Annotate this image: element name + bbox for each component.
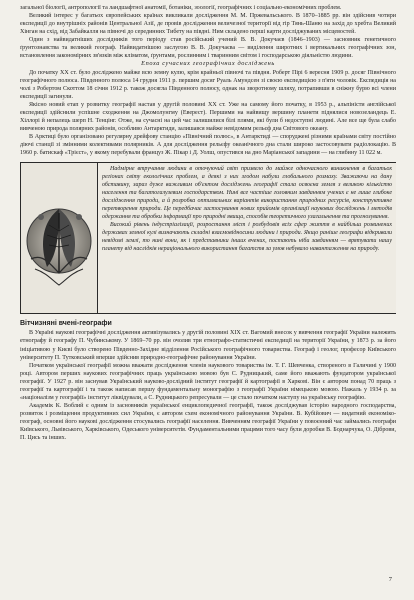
paragraph: В Україні наукові географічні дослідження активізувались у другій половині XIX ст. Вагомий внесок у вивчення географії України належить етнографу й географу П. Чубинському. У 1869–70 рр. він очолив три етнографо-статистичні експедиції на території України, у 1873 р. за його ініціативою у Києві було створено Південно-Західне відділення Російського географічного товариства. Географ і геолог, професор Київського університету П. Тутковський вперше здійснив природно-географічне районування України. — [20, 330, 396, 361]
callout-paragraph: Надмірне втручання людини в оточуючий світ призвело до майже одночасного виникнення в багатьох регіонах світу екологічних проблем, а деякі з них згодом набули глобального розмаху. Зважаючи на дану обставину, зараз дуже важливим об'єктом досліджень географії стала освоєна земля з великою кількістю населення та багатогалузевим господарством. Нині все частіше головним завданням учених є не лише глибоке дослідження природи, а й розробка оптимальних варіантів використання природних ресурсів, конструктивне перетворення природи. Це передбачає застосування нових прийомів організації наукових досліджень і методів одержання та обробки інформації про природні явища, способів теоретичного узагальнення та прогнозування. — [102, 166, 392, 221]
section-title: Вітчизняні вчені-географи — [20, 320, 112, 328]
paragraph: Якісно новий етап у розвитку географії настав у другій половині XX ст. Уже на самому його початку, в 1953 р., альпіністи англійської експедиції здійснили успішне сходження на Джомолунгму (Еверест). Першими на найвищу вершину планети піднялися новозеландець Е. Хіллорі й непалець шерп Н. Тенцінг. Отже, на сучасні на цей час залишилися білі плями, які були б недоступні людині. Але все ще була слабо вивченою природа полярних районів, особливо Антарктиди, залишався майже невідомим рельєф дна Світового океану. — [20, 102, 396, 133]
paragraph: До початку XX ст. було досліджено майже всю земну кулю, крім крайньої півночі та півдня. Роберт Пірі 6 вересня 1909 р. досяг Північного географічного полюса. Південного полюса 14 грудня 1911 р. першим досяг Руаль Амундсен зі своєю експедицією з п'яти чоловік. Експедиція на чолі з Робертом Скоттом 18 січня 1912 р. також досягла Південного полюсу, однак на зворотному шляху, потрапивши в сніжну бурю всі члени експедиції загинули. — [20, 69, 396, 101]
paragraph: Великий інтерес у багатьох європейських країнах викликали дослідження М. М. Пржевальського. В 1870–1885 рр. він здійснив чотири експедиції до внутрішніх районів Центральної Азії, де провів дослідження величезної території від гір Тянь-Шаню на захід до хребта Великий Хінган на схід, від Забайкалля на півночі до серединних Тибету на півдні. Ним складено перші карти досліджуваних місцевостей. — [20, 13, 396, 36]
paragraph: В Арктиці було організовано регулярну дрейфову станцію «Північний полюс», в Антарктиді — споруджені різними країнами світу постійно діючі станції зі змінними колективами полярників. А для дослідження рельєфу океанічного дна стали широко застосовувати радіолокацію. В 1960 р. батискаф «Трієст», у якому перебували француз Ж. Пікар і Д. Уолш, опустився на дно Маріанської западини — на глибину 11 022 м. — [20, 134, 396, 157]
paragraph: Початком української географії можна вважати дослідження членів наукового товариства ім. Т. Г. Шевченка, створеного в Галичині у 1900 році. Автором перших наукових географічних праць українською мовою був С. Рудницький, саме його вважають фундатором української географії. У 1927 р. він заснував Український науково-дослідний інститут географії й картографії в Харкові. Він є автором понад 70 праць з географії та картографії і та також написав першу фундаментальну монографію з географії України німецькою мовою. Нажаль у 1934 р. за «націоналізм у географії» інститут ліквідували, а С. Рудницького репресували — це стало початком наступу на українську географію. — [20, 362, 396, 401]
callout-box — [20, 162, 396, 314]
page-number: 7 — [388, 576, 392, 583]
leaf-emblem-icon — [21, 163, 97, 313]
paragraph: загальної біології, антропології та ландшафтної анатомії, ботаніки, зоології, географічних і соціально-економічних проблем. — [20, 5, 342, 11]
paragraph: Академік К. Воблий є одним із засновників української енциклопедичної географії, також досліджував історію народного господарства, розвиток і розміщення продуктивних сил України, є автором схем економічного районування України. В. Кубійович — видатний економіко-географ, основні його наукові дослідження стосувались географії населення. Вивченням географії України у повоєнний час займались географи Київського, Львівського, Харківського, Одеського університетів. Фундаментальними працями того часу були доробки В. Боднарчука, О. Діброви, П. Цись та інших. — [20, 402, 396, 442]
callout-paragraph: Високий рівень індустріалізації, розростання міст і розбудовія всіх сфер життя в найбільш розвинених державах земної кулі визначають складні взаємовідносини людини і природи. Якщо раніше географи відкривали невідомі землі, то нині вони, як і представники інших вчених, постають ніби завданням — врятувати нашу планету від наслідків нераціонального використання багатств за умов небувало навантаження на природу. — [102, 222, 392, 253]
callout-text — [97, 163, 396, 313]
section-subheading: Епоха сучасних географічних досліджень — [141, 60, 275, 68]
paragraph: Один з найвидатніших дослідників того періоду став російський учений В. В. Докучаєв (1846–1903) — засновник генетичного ґрунтознавства та великий географ. Найвидатнішою заслугою В. В. Докучаєва — виділення широтних і вертикальних географічних зон, встановлення закономірних зв'язків між кліматом, ґрунтами, рослинним і тваринним світом і господарською діяльністю людини. — [20, 37, 396, 60]
